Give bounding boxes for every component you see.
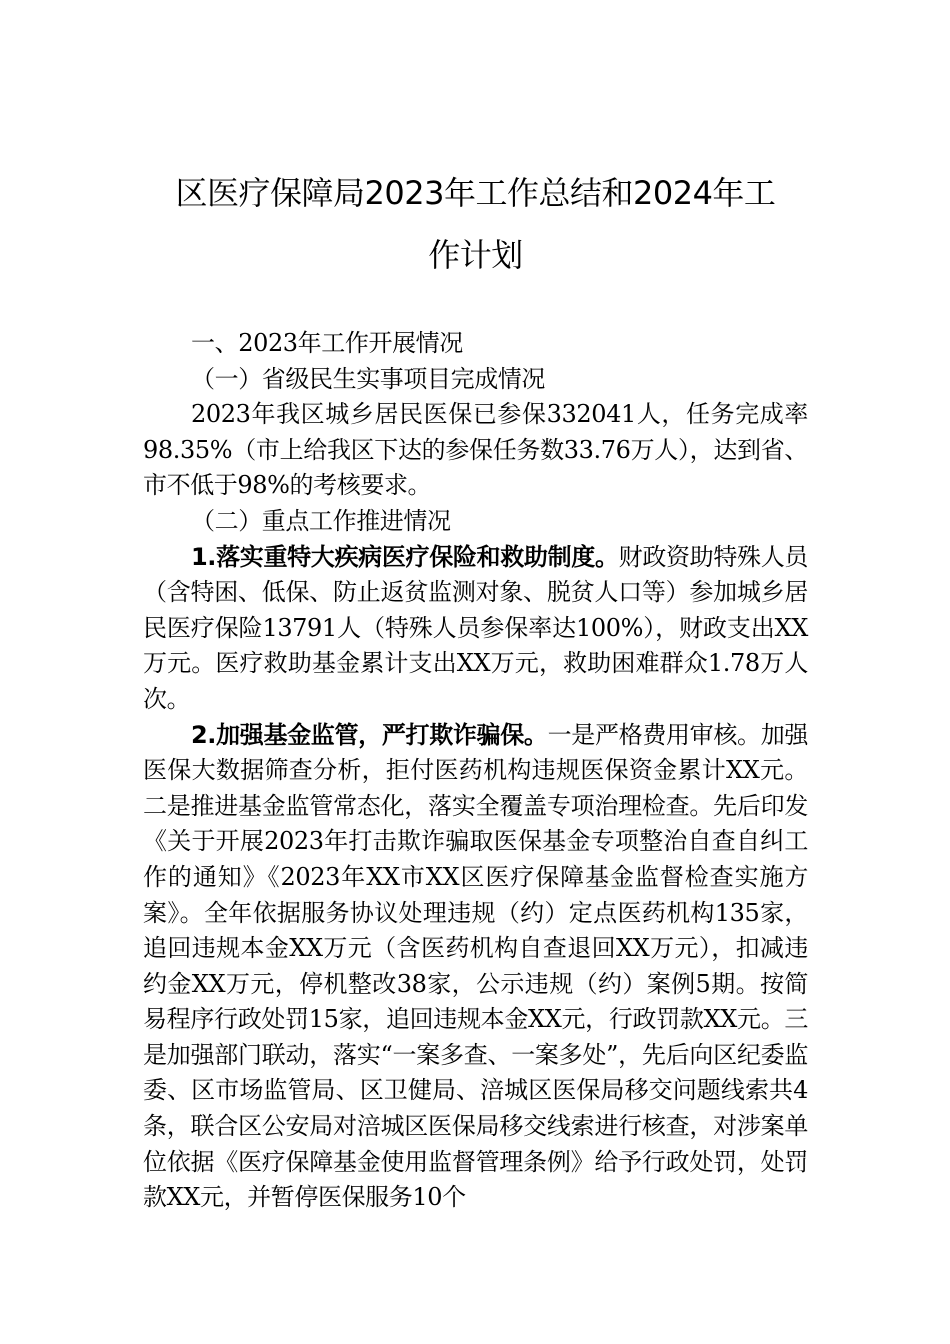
paragraph: 2023年我区城乡居民医保已参保332041人，任务完成率98.35%（市上给我区下达的参保任务数33.76万人），达到省、市不低于98%的考核要求。 [143, 400, 808, 500]
document-body [143, 326, 808, 1216]
subsection-heading: （一）省级民生实事项目完成情况 [191, 364, 545, 393]
paragraph [143, 540, 808, 718]
title-line-2: 作计划 [428, 236, 523, 274]
item-heading: 1.落实重特大疾病医疗保险和救助制度。 [191, 542, 619, 571]
subsection-heading: （二）重点工作推进情况 [191, 506, 451, 535]
item-heading: 2.加强基金监管，严打欺诈骗保。 [191, 720, 548, 749]
item-text: 一是严格费用审核。加强医保大数据筛查分析，拒付医药机构违规医保资金累计XX元。二是推进基金监管常态化，落实全覆盖专项治理检查。先后印发《关于开展2023年打击欺诈骗取医保基金专项整治自查自纠工作的通知》《2023年XX市XX区医疗保障基金监督检查实施方案》。全年依据服务协议处理违规（约）定点医药机构135家，追回违规本金XX万元（含医药机构自查退回XX万元），扣减违约金XX万元，停机整改38家，公示违规（约）案例5期。按简易程序行政处罚15家，追回违规本金XX元，行政罚款XX元。三是加强部门联动，落实“一案多查、一案多处”，先后向区纪委监委、区市场监管局、区卫健局、涪城区医保局移交问题线索共4条，联合区公安局对涪城区医保局移交线索进行核查，对涉案单位依据《医疗保障基金使用监督管理条例》给予行政处罚，处罚款XX元，并暂停医保服务10个 [143, 720, 808, 1212]
paragraph [143, 718, 808, 1216]
section-heading: 一、2023年工作开展情况 [191, 329, 463, 357]
item-text: 财政资助特殊人员（含特困、低保、防止返贫监测对象、脱贫人口等）参加城乡居民医疗保险13791人（特殊人员参保率达100%），财政支出XX万元。医疗救助基金累计支出XX万元，救助困难群众1.78万人次。 [143, 542, 808, 713]
title-line-1: 区医疗保障局2023年工作总结和2024年工 [175, 174, 776, 212]
document-title [143, 162, 808, 286]
